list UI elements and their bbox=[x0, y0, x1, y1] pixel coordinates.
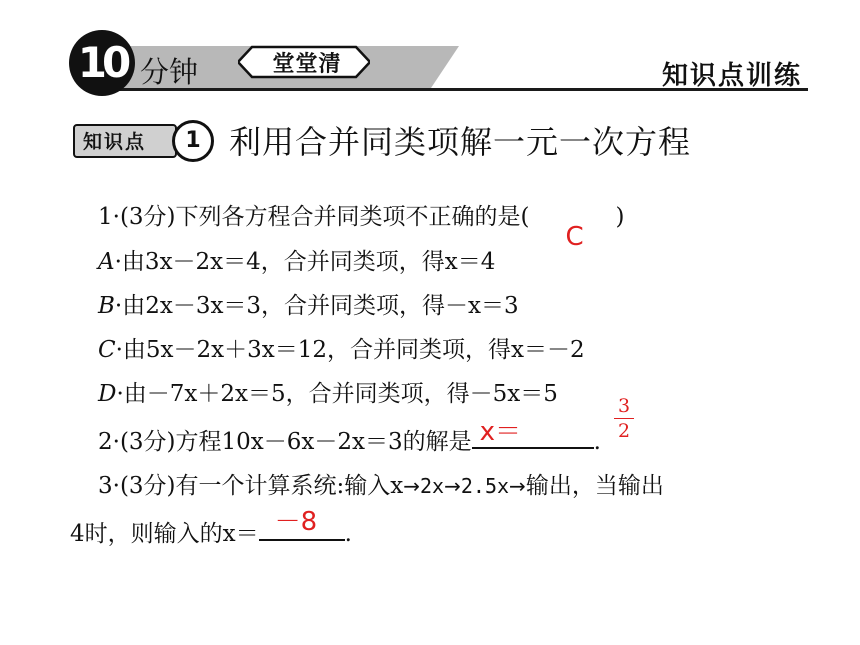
lesson-number-badge: 10 bbox=[69, 30, 135, 96]
question-3-line-2 bbox=[70, 507, 352, 548]
question-3-end: . bbox=[344, 521, 352, 547]
option-b-text: ·由2x－3x＝3，合并同类项，得－x＝3 bbox=[114, 293, 519, 319]
knowledge-point-number: 1 bbox=[172, 120, 214, 162]
question-2-fraction bbox=[614, 395, 634, 442]
fraction-denominator: 2 bbox=[617, 420, 631, 442]
ribbon-label: 堂堂清 bbox=[272, 52, 342, 77]
option-a bbox=[98, 243, 495, 276]
option-c bbox=[98, 331, 585, 364]
question-3-stem-a: 3·(3分)有一个计算系统:输入x bbox=[98, 473, 404, 499]
option-d-text: ·由－7x＋2x＝5，合并同类项，得－5x＝5 bbox=[116, 381, 558, 407]
question-2-answer-prefix: x＝ bbox=[479, 417, 521, 447]
question-3-stem-b: 输出，当输出 bbox=[525, 473, 664, 499]
answer-blank bbox=[472, 417, 594, 449]
knowledge-point-title: 利用合并同类项解一元一次方程 bbox=[229, 123, 692, 161]
option-d-letter: D bbox=[98, 381, 117, 407]
question-2-stem: 2·(3分)方程10x－6x－2x＝3的解是 bbox=[98, 429, 472, 455]
step-1: 2x bbox=[420, 474, 445, 498]
question-1-stem: 1·(3分)下列各方程合并同类项不正确的是( bbox=[98, 204, 530, 230]
option-a-text: ·由3x－2x＝4，合并同类项，得x＝4 bbox=[114, 249, 496, 275]
option-a-letter: A bbox=[98, 249, 115, 275]
question-3-line-1 bbox=[98, 467, 664, 500]
question-1 bbox=[98, 198, 625, 252]
fraction-numerator: 3 bbox=[617, 395, 631, 417]
question-1-close: ) bbox=[615, 204, 625, 230]
minute-label: 分钟 bbox=[140, 55, 199, 89]
option-d bbox=[98, 375, 558, 408]
question-3-answer: －8 bbox=[274, 507, 318, 537]
option-c-text: ·由5x－2x＋3x＝12，合并同类项，得x＝－2 bbox=[115, 337, 585, 363]
question-3-stem-c: 4时，则输入的x＝ bbox=[70, 521, 259, 547]
knowledge-point-label: 知识点 bbox=[83, 131, 147, 153]
step-2: 2.5x bbox=[460, 474, 510, 498]
option-b bbox=[98, 287, 519, 320]
answer-blank bbox=[259, 507, 345, 541]
question-2 bbox=[98, 417, 601, 456]
arrow-icon: → bbox=[444, 474, 461, 498]
header-banner bbox=[0, 0, 860, 110]
option-b-letter: B bbox=[98, 293, 115, 319]
question-2-end: . bbox=[593, 429, 601, 455]
arrow-icon: → bbox=[403, 474, 421, 498]
question-1-answer: C bbox=[565, 222, 584, 252]
option-c-letter: C bbox=[98, 337, 116, 363]
section-title: 知识点训练 bbox=[661, 61, 802, 91]
arrow-icon: → bbox=[509, 474, 526, 498]
fraction-bar bbox=[614, 418, 634, 419]
